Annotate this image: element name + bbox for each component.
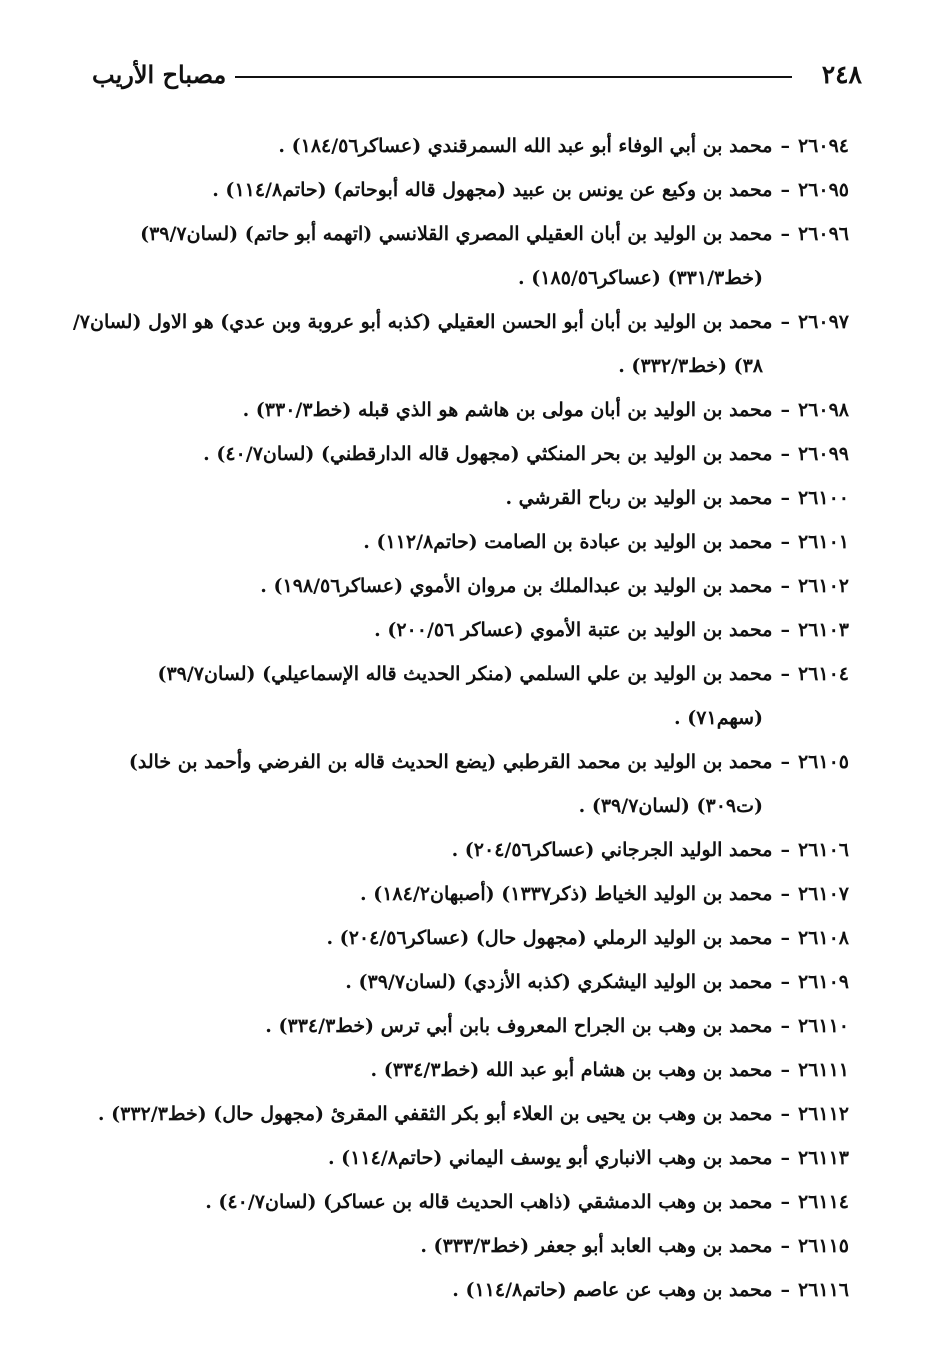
entry-dash: –: [780, 223, 790, 245]
entry-number: ٢٦١٠٨: [797, 927, 849, 949]
entry-text: محمد بن وهب العابد أبو جعفر (خط٣٣٣/٣) .: [420, 1235, 773, 1257]
list-item: [79, 1224, 849, 1268]
list-item: [79, 476, 849, 520]
entry-number: ٢٦١١٦: [797, 1279, 849, 1301]
entry-dash: –: [780, 443, 790, 465]
list-item: [79, 608, 849, 652]
entry-dash: –: [780, 1191, 790, 1213]
entry-number: ٢٦١٠٦: [797, 839, 849, 861]
entry-text: محمد بن الوليد بن أبان أبو الحسن العقيلي (كذبه أبو عروبة وبن عدي) هو الاول (لسان٧/: [72, 311, 773, 333]
entry-dash: –: [780, 1279, 790, 1301]
entry-dash: –: [780, 311, 790, 333]
entry-dash: –: [780, 135, 790, 157]
entry-text: محمد بن وهب عن عاصم (حاتم١١٤/٨) .: [452, 1279, 773, 1301]
list-item: [72, 300, 849, 344]
entry-text: محمد الوليد الجرجاني (عساكر٢٠٤/٥٦) .: [451, 839, 773, 861]
entry-number: ٢٦٠٩٩: [797, 443, 849, 465]
list-item: [79, 740, 849, 784]
entry-dash: –: [780, 1235, 790, 1257]
entry-text: محمد بن الوليد الخياط (ذكر١٣٣٧) (أصبهان١٨٤/٢) .: [359, 883, 773, 905]
entry-number: ٢٦٠٩٥: [797, 179, 849, 201]
page-number: ٢٤٨: [821, 60, 862, 89]
list-item: [79, 1048, 849, 1092]
entry-text: محمد بن الوليد بن رباح القرشي .: [505, 487, 773, 509]
entry-number: ٢٦١٠١: [797, 531, 849, 553]
entry-dash: –: [780, 399, 790, 421]
list-item: [79, 168, 849, 212]
entry-number: ٢٦١٠٣: [797, 619, 849, 641]
entry-number: ٢٦١٠٠: [797, 487, 849, 509]
entry-text: محمد بن الوليد الرملي (مجهول حال) (عساكر٢٠٤/٥٦) .: [326, 927, 773, 949]
entry-text: محمد بن الوليد بن أبان مولى بن هاشم هو الذي قبله (خط٣٣٠/٣) .: [242, 399, 773, 421]
entry-number: ٢٦٠٩٦: [797, 223, 849, 245]
entry-list: [72, 124, 849, 1312]
entry-dash: –: [780, 839, 790, 861]
list-item: [79, 872, 849, 916]
list-item: [79, 388, 849, 432]
entry-text: محمد بن الوليد بن عبادة بن الصامت (حاتم١١٢/٨) .: [363, 531, 773, 553]
entry-dash: –: [780, 1147, 790, 1169]
list-item: [79, 1268, 849, 1312]
list-item: [79, 124, 849, 168]
list-item: [79, 960, 849, 1004]
entry-number: ٢٦٠٩٤: [797, 135, 849, 157]
entry-number: ٢٦١١١: [797, 1059, 849, 1081]
entry-dash: –: [780, 971, 790, 993]
entry-text: محمد بن وهب الدمشقي (ذاهب الحديث قاله بن عساكر) (لسان٤٠/٧) .: [205, 1191, 773, 1213]
entry-text: محمد بن وهب بن الجراح المعروف بابن أبي ترس (خط٣٣٤/٣) .: [265, 1015, 773, 1037]
entry-dash: –: [780, 663, 790, 685]
list-item: [79, 652, 849, 696]
entry-number: ٢٦١٠٧: [797, 883, 849, 905]
list-item: [79, 212, 849, 256]
entry-dash: –: [780, 1059, 790, 1081]
entry-text: محمد بن الوليد بن بحر المنكثي (مجهول قاله الدارقطني) (لسان٤٠/٧) .: [203, 443, 773, 465]
list-item: [79, 916, 849, 960]
entry-number: ٢٦١٠٢: [797, 575, 849, 597]
entry-number: ٢٦١١٣: [797, 1147, 849, 1169]
entry-continuation: (ت٣٠٩) (لسان٣٩/٧) .: [578, 795, 763, 817]
entry-dash: –: [780, 1103, 790, 1125]
entry-dash: –: [780, 487, 790, 509]
entry-text: محمد بن الوليد بن أبان العقيلي المصري القلانسي (اتهمه أبو حاتم) (لسان٣٩/٧): [140, 223, 773, 245]
entry-number: ٢٦١١٥: [797, 1235, 849, 1257]
list-item: [79, 1092, 849, 1136]
header-rule: [235, 76, 792, 78]
entry-continuation: ٣٨) (خط٣٣٢/٣) .: [618, 355, 763, 377]
entry-number: ٢٦٠٩٨: [797, 399, 849, 421]
entry-dash: –: [780, 179, 790, 201]
entry-dash: –: [780, 619, 790, 641]
entry-text: محمد بن الوليد بن محمد القرطبي (يضع الحديث قاله بن الفرضي وأحمد بن خالد): [128, 751, 773, 773]
entry-text: محمد بن وهب الانباري أبو يوسف اليماني (حاتم١١٤/٨) .: [327, 1147, 773, 1169]
entry-dash: –: [780, 1015, 790, 1037]
entry-number: ٢٦١٠٥: [797, 751, 849, 773]
list-item: [79, 520, 849, 564]
list-item: [79, 1004, 849, 1048]
entry-number: ٢٦١١٢: [797, 1103, 849, 1125]
entry-dash: –: [780, 927, 790, 949]
entry-text: محمد بن الوليد اليشكري (كذبه الأزدي) (لسان٣٩/٧) .: [345, 971, 773, 993]
entry-text: محمد بن الوليد بن عتبة الأموي (عساكر ٢٠٠/٥٦) .: [374, 619, 773, 641]
entry-continuation: (خط٣٣١/٣) (عساكر١٨٥/٥٦) .: [518, 267, 763, 289]
list-item: [79, 1136, 849, 1180]
entry-text: محمد بن أبي الوفاء أبو عبد الله السمرقندي (عساكر١٨٤/٥٦) .: [278, 135, 773, 157]
list-item: [79, 564, 849, 608]
entry-text: محمد بن وكيع عن يونس بن عبيد (مجهول قاله أبوحاتم) (حاتم١١٤/٨) .: [212, 179, 773, 201]
list-item: [79, 432, 849, 476]
entry-text: محمد بن الوليد بن عبدالملك بن مروان الأموي (عساكر١٩٨/٥٦) .: [260, 575, 773, 597]
entry-dash: –: [780, 531, 790, 553]
list-item: [79, 1180, 849, 1224]
entry-text: محمد بن وهب بن هشام أبو عبد الله (خط٣٣٤/٣) .: [370, 1059, 773, 1081]
entry-dash: –: [780, 883, 790, 905]
entry-number: ٢٦٠٩٧: [797, 311, 849, 333]
page-header: [92, 58, 862, 94]
entry-number: ٢٦١٠٩: [797, 971, 849, 993]
list-item: [79, 828, 849, 872]
entry-text: محمد بن الوليد بن علي السلمي (منكر الحديث قاله الإسماعيلي) (لسان٣٩/٧): [157, 663, 773, 685]
entry-text: محمد بن وهب بن يحيى بن العلاء أبو بكر الثقفي المقرئ (مجهول حال) (خط٣٣٢/٣) .: [97, 1103, 773, 1125]
book-title: مصباح الأريب: [92, 60, 227, 89]
entry-number: ٢٦١١٤: [797, 1191, 849, 1213]
entry-number: ٢٦١٠٤: [797, 663, 849, 685]
entry-number: ٢٦١١٠: [797, 1015, 849, 1037]
entry-continuation: (سهم٧١) .: [674, 707, 763, 729]
entry-dash: –: [780, 751, 790, 773]
entry-dash: –: [780, 575, 790, 597]
